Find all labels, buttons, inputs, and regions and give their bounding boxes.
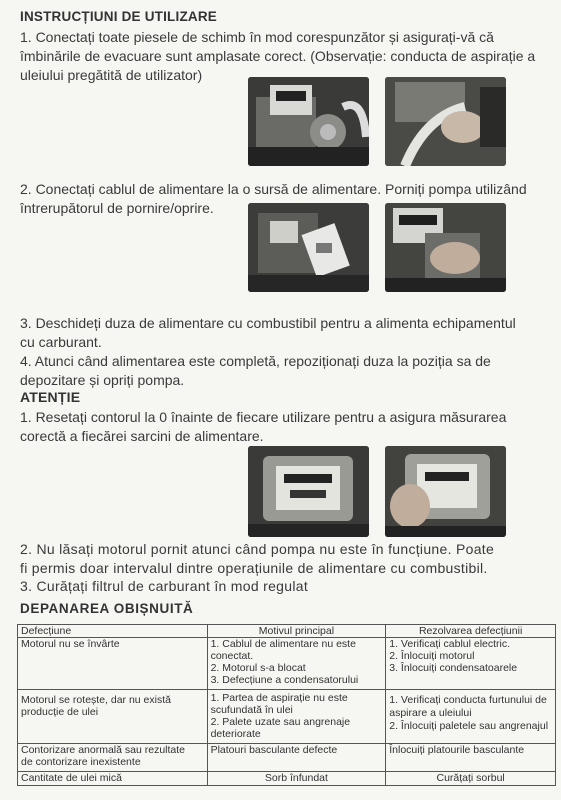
row-fault: Motorul se rotește, dar nu există producție de ulei (18, 690, 208, 744)
row-fix: Curățați sorbul (386, 772, 556, 786)
attention-title: ATENȚIE (20, 389, 81, 405)
meter-photo-2 (385, 446, 506, 537)
row-cause: 1. Partea de aspirație nu este scufundată în ulei 2. Palete uzate sau angrenaje deteriorate (207, 690, 386, 744)
attention-item-1: 1. Resetați contorul la 0 înainte de fiecare utilizare pentru a asigura măsurarea corectă a fiecărei sarcini de alimentare. (20, 409, 507, 444)
step-4: 4. Atunci când alimentarea este completă, repoziționați duza la poziția sa de depozitare și opriți pompa. (20, 353, 491, 388)
troubleshooting-table (17, 624, 556, 786)
instructions-title: INSTRUCȚIUNI DE UTILIZARE (20, 9, 217, 24)
row-fault: Contorizare anormală sau rezultate de contorizare inexistente (18, 744, 208, 772)
row-cause: 1. Cablul de alimentare nu este conectat. 2. Motorul s-a blocat 3. Defecțiune a condensatorului (207, 638, 386, 690)
header-fix: Rezolvarea defecțiunii (386, 625, 556, 638)
pump-photo-1 (248, 77, 369, 166)
header-cause: Motivul principal (207, 625, 386, 638)
pump-photo-2 (385, 77, 506, 166)
table-row (18, 638, 556, 690)
step-3: 3. Deschideți duza de alimentare cu combustibil pentru a alimenta echipamentul cu carburant. (20, 315, 516, 350)
row-fault: Motorul nu se învârte (18, 638, 208, 690)
step-1: 1. Conectați toate piesele de schimb în mod corespunzător și asigurați-vă că îmbinările de evacuare sunt amplasate corect. (Observație: conducta de aspirație a uleiului pregătită de utilizator) (20, 29, 536, 83)
step-2: 2. Conectați cablul de alimentare la o sursă de alimentare. Porniți pompa utilizând întrerupătorul de pornire/oprire. (20, 181, 527, 216)
row-fix: 1. Verificați cablul electric. 2. Înlocuiți motorul 3. Înlocuiți condensatoarele (386, 638, 556, 690)
header-fault: Defecțiune (18, 625, 208, 638)
table-row (18, 744, 556, 772)
switch-photo-1 (248, 203, 369, 292)
row-cause: Sorb înfundat (207, 772, 386, 786)
table-row (18, 690, 556, 744)
row-cause: Platouri basculante defecte (207, 744, 386, 772)
meter-photo-1 (248, 446, 369, 537)
row-fix: 1. Verificați conducta furtunului de aspirare a uleiului 2. Înlocuiți paletele sau angrenajul (386, 690, 556, 744)
troubleshooting-title: DEPANAREA OBIȘNUITĂ (20, 601, 194, 616)
attention-item-2: 2. Nu lăsați motorul pornit atunci când pompa nu este în funcțiune. Poate fi permis doar intervalul dintre operațiunile de alimentare cu combustibil. (20, 541, 495, 576)
row-fault: Cantitate de ulei mică (18, 772, 208, 786)
row-fix: Înlocuiți platourile basculante (386, 744, 556, 772)
table-row (18, 772, 556, 786)
table-header-row (18, 625, 556, 638)
switch-photo-2 (385, 203, 506, 292)
attention-item-3: 3. Curățați filtrul de carburant în mod regulat (20, 578, 309, 594)
